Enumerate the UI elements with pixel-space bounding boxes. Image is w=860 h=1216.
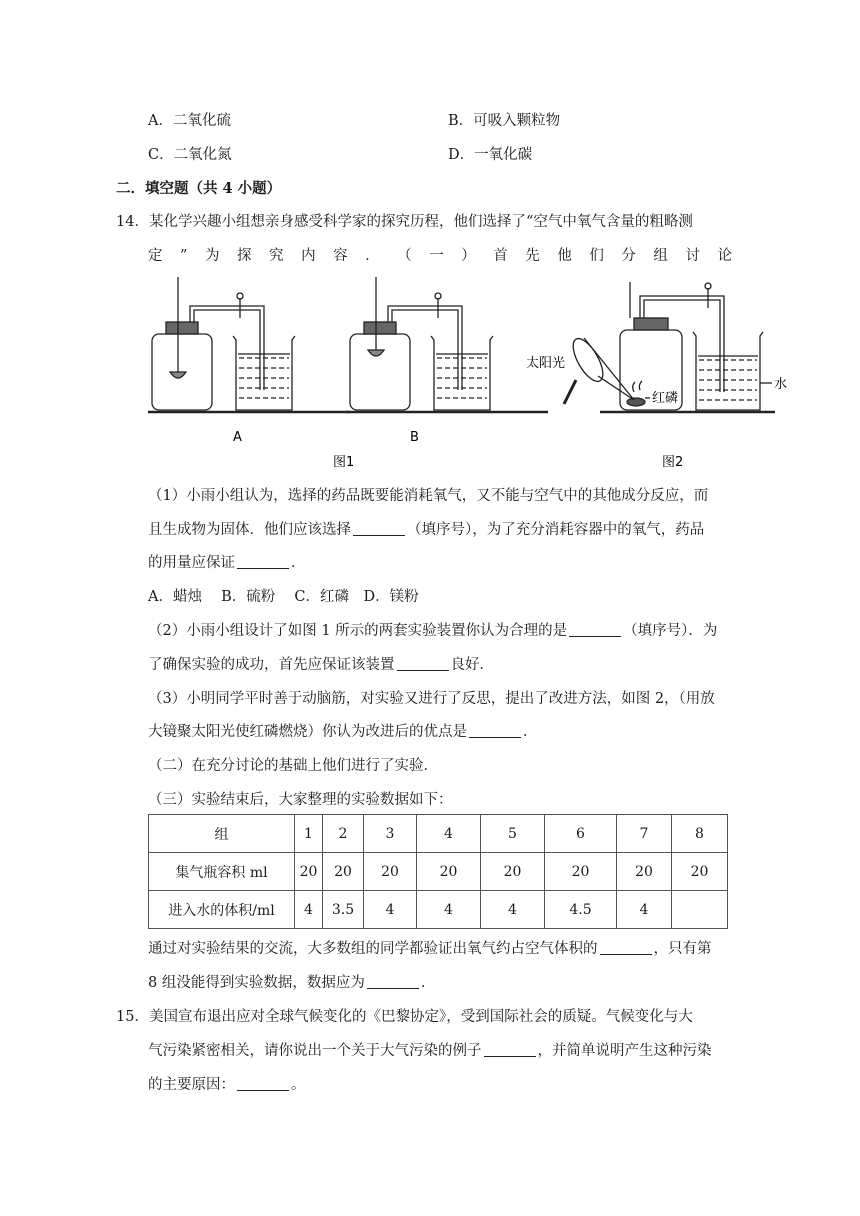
apparatus-figure xyxy=(140,272,800,477)
data-table xyxy=(148,814,728,929)
q14-part3: （三）实验结束后，大家整理的实验数据如下： xyxy=(148,792,453,808)
q15-line3: 的主要原因： 。 xyxy=(148,1077,306,1093)
table-row: 进入水的体积/ml 4 3.5 4 4 4 4.5 4 xyxy=(149,891,728,929)
label-red-phosphorus: 红磷 xyxy=(652,391,679,406)
option-a: A．二氧化硫 xyxy=(148,113,231,129)
q14-p2-line2: 了确保实验的成功，首先应保证该装置 良好． xyxy=(148,657,494,673)
label-water: 水 xyxy=(774,377,788,392)
q14-p3-line2: 大镜聚太阳光使红磷燃烧）你认为改进后的优点是 ． xyxy=(148,724,538,740)
label-sunlight: 太阳光 xyxy=(526,356,566,371)
option-b: B．可吸入颗粒物 xyxy=(448,113,561,129)
answer-blank[interactable] xyxy=(353,521,405,536)
q14-intro-line2: 定 ” 为 探 究 内 容 ． （ 一 ） 首 先 他 们 分 组 讨 论 xyxy=(148,248,732,264)
q14-p1-line1: （1）小雨小组认为，选择的药品既要能消耗氧气，又不能与空气中的其他成分反应，而 xyxy=(148,488,709,504)
caption-fig1: 图1 xyxy=(333,455,355,470)
answer-blank[interactable] xyxy=(397,656,449,671)
q14-p1-line2: 且生成物为固体．他们应该选择 （填序号），为了充分消耗容器中的氧气，药品 xyxy=(148,522,705,538)
q14-p2-line1: （2）小雨小组设计了如图 1 所示的两套实验装置你认为合理的是 （填序号）．为 xyxy=(148,623,718,639)
q15-line1: 15．美国宣布退出应对全球气候变化的《巴黎协定》，受到国际社会的质疑。气候变化与大 xyxy=(116,1009,693,1025)
q14-conclusion-line2: 8 组没能得到实验数据，数据应为 ． xyxy=(148,975,436,991)
q15-line2: 气污染紧密相关，请你说出一个关于大气污染的例子 ，并简单说明产生这种污染 xyxy=(148,1043,712,1059)
label-a: A xyxy=(233,430,242,445)
answer-blank[interactable] xyxy=(600,940,652,955)
q14-part2: （二）在充分讨论的基础上他们进行了实验． xyxy=(148,758,438,774)
answer-blank[interactable] xyxy=(569,622,621,637)
label-b: B xyxy=(410,430,419,445)
q14-conclusion-line1: 通过对实验结果的交流，大多数组的同学都验证出氧气约占空气体积的 ，只有第 xyxy=(148,941,712,957)
table-row: 组 1 2 3 4 5 6 7 8 xyxy=(149,815,728,853)
answer-blank[interactable] xyxy=(367,974,419,989)
q14-choices: A．蜡烛 B．硫粉 C．红磷 D．镁粉 xyxy=(148,589,419,605)
answer-blank[interactable] xyxy=(469,723,521,738)
option-d: D．一氧化碳 xyxy=(448,147,533,163)
q14-p3-line1: （3）小明同学平时善于动脑筋，对实验又进行了反思，提出了改进方法，如图 2，（用放 xyxy=(148,691,715,707)
caption-fig2: 图2 xyxy=(662,455,684,470)
answer-blank[interactable] xyxy=(484,1042,536,1057)
section-title: 二．填空题（共 4 小题） xyxy=(116,180,282,197)
table-row: 集气瓶容积 ml 20 20 20 20 20 20 20 20 xyxy=(149,853,728,891)
option-c: C．二氧化氮 xyxy=(148,147,232,163)
answer-blank[interactable] xyxy=(237,1076,289,1091)
q14-p1-line3: 的用量应保证 ． xyxy=(148,555,306,571)
answer-blank[interactable] xyxy=(237,554,289,569)
q14-intro-line1: 14．某化学兴趣小组想亲身感受科学家的探究历程，他们选择了“空气中氧气含量的粗略测 xyxy=(116,214,693,230)
